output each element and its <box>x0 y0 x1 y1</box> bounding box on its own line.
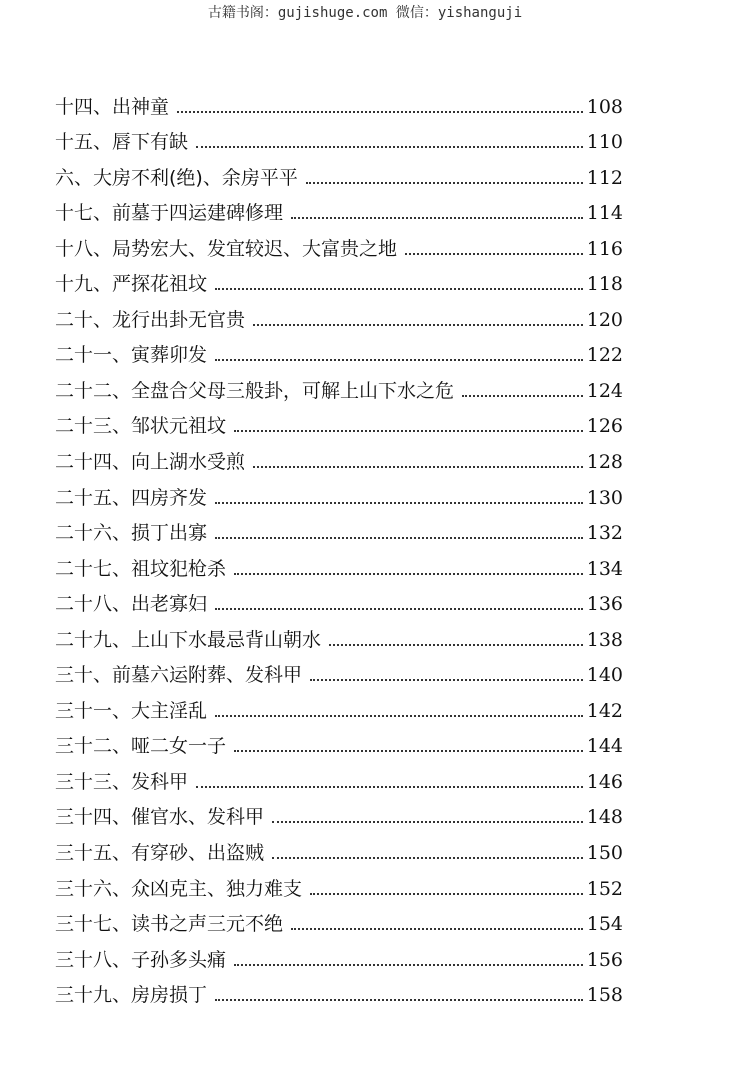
toc-entry-title: 十五、唇下有缺 <box>55 131 189 154</box>
dot-leader <box>291 928 583 930</box>
toc-page-number: 130 <box>586 486 623 509</box>
toc-entry[interactable] <box>55 726 623 762</box>
toc-entry[interactable] <box>55 477 623 513</box>
dot-leader <box>310 679 583 681</box>
dot-leader <box>291 217 583 219</box>
toc-entry-title: 二十一、寅葬卯发 <box>55 344 208 367</box>
toc-entry-title: 三十七、读书之声三元不绝 <box>55 913 284 936</box>
toc-page-number: 132 <box>586 522 623 545</box>
toc-page-number: 108 <box>586 95 623 118</box>
dot-leader <box>306 182 583 184</box>
dot-leader <box>462 395 583 397</box>
dot-leader <box>234 750 583 752</box>
toc-entry[interactable] <box>55 157 623 193</box>
toc-entry[interactable] <box>55 868 623 904</box>
toc-page-number: 116 <box>586 237 623 260</box>
dot-leader <box>234 430 583 432</box>
toc-entry-title: 三十四、催官水、发科甲 <box>55 806 265 829</box>
dot-leader <box>234 964 583 966</box>
dot-leader <box>310 893 583 895</box>
toc-page-number: 112 <box>586 166 623 189</box>
toc-entry-title: 三十八、子孙多头痛 <box>55 948 227 971</box>
toc-entry-title: 二十七、祖坟犯枪杀 <box>55 557 227 580</box>
dot-leader <box>215 359 583 361</box>
toc-page-number: 114 <box>586 202 623 225</box>
toc-entry[interactable] <box>55 264 623 300</box>
dot-leader <box>215 288 583 290</box>
dot-leader <box>215 999 583 1001</box>
dot-leader <box>329 644 583 646</box>
toc-entry[interactable] <box>55 406 623 442</box>
toc-page-number: 152 <box>586 877 623 900</box>
dot-leader <box>272 857 583 859</box>
toc-entry-title: 三十六、众凶克主、独力难支 <box>55 877 303 900</box>
toc-entry-title: 三十三、发科甲 <box>55 770 189 793</box>
dot-leader <box>405 253 583 255</box>
toc-entry-title: 三十一、大主淫乱 <box>55 699 208 722</box>
toc-entry[interactable] <box>55 228 623 264</box>
toc-page-number: 148 <box>586 806 623 829</box>
toc-entry-title: 二十五、四房齐发 <box>55 486 208 509</box>
dot-leader <box>215 608 583 610</box>
dot-leader <box>253 466 583 468</box>
toc-page-number: 156 <box>586 948 623 971</box>
toc-entry-title: 二十九、上山下水最忌背山朝水 <box>55 628 322 651</box>
toc-page-number: 154 <box>586 913 623 936</box>
toc-entry[interactable] <box>55 370 623 406</box>
toc-page-number: 140 <box>586 664 623 687</box>
toc-entry-title: 三十二、哑二女一子 <box>55 735 227 758</box>
dot-leader <box>234 573 583 575</box>
watermark-text: 古籍书阁：gujishuge.com 微信：yishanguji <box>207 5 523 21</box>
toc-page-number: 146 <box>586 770 623 793</box>
toc-entry[interactable] <box>55 975 623 1011</box>
toc-entry[interactable] <box>55 122 623 158</box>
toc-entry-title: 十四、出神童 <box>55 95 170 118</box>
dot-leader <box>253 324 583 326</box>
dot-leader <box>215 715 583 717</box>
toc-page-number: 136 <box>586 593 623 616</box>
toc-page-number: 128 <box>586 451 623 474</box>
toc-entry-title: 二十六、损丁出寡 <box>55 522 208 545</box>
toc-entry[interactable] <box>55 832 623 868</box>
toc-entry-title: 十七、前墓于四运建碑修理 <box>55 202 284 225</box>
toc-page-number: 110 <box>586 131 623 154</box>
toc-entry[interactable] <box>55 690 623 726</box>
dot-leader <box>215 537 583 539</box>
toc-entry[interactable] <box>55 904 623 940</box>
toc-entry[interactable] <box>55 193 623 229</box>
toc-entry-title: 二十八、出老寡妇 <box>55 593 208 616</box>
toc-page-number: 150 <box>586 842 623 865</box>
toc-entry-title: 三十五、有穿砂、出盗贼 <box>55 842 265 865</box>
table-of-contents <box>55 86 623 1010</box>
dot-leader <box>215 502 583 504</box>
toc-entry-title: 三十、前墓六运附葬、发科甲 <box>55 664 303 687</box>
toc-page-number: 138 <box>586 628 623 651</box>
toc-page-number: 142 <box>586 699 623 722</box>
toc-entry[interactable] <box>55 86 623 122</box>
toc-entry-title: 二十、龙行出卦无官贵 <box>55 308 246 331</box>
toc-entry[interactable] <box>55 619 623 655</box>
toc-entry-title: 二十三、邹状元祖坟 <box>55 415 227 438</box>
toc-entry[interactable] <box>55 797 623 833</box>
toc-page-number: 118 <box>586 273 623 296</box>
dot-leader <box>177 111 583 113</box>
toc-entry[interactable] <box>55 548 623 584</box>
toc-entry-title: 六、大房不利(绝)、余房平平 <box>55 166 298 189</box>
dot-leader <box>272 821 583 823</box>
toc-page-number: 134 <box>586 557 623 580</box>
dot-leader <box>196 146 583 148</box>
toc-page-number: 126 <box>586 415 623 438</box>
toc-entry-title: 三十九、房房损丁 <box>55 984 208 1007</box>
toc-entry[interactable] <box>55 513 623 549</box>
toc-page-number: 158 <box>586 984 623 1007</box>
toc-entry[interactable] <box>55 441 623 477</box>
toc-page-number: 124 <box>586 379 623 402</box>
toc-entry-title: 十八、局势宏大、发宜较迟、大富贵之地 <box>55 237 398 260</box>
toc-entry-title: 二十四、向上湖水受煎 <box>55 451 246 474</box>
toc-entry[interactable] <box>55 584 623 620</box>
toc-page-number: 122 <box>586 344 623 367</box>
toc-entry-title: 二十二、全盘合父母三般卦，可解上山下水之危 <box>55 379 455 402</box>
toc-page-number: 144 <box>586 735 623 758</box>
toc-page-number: 120 <box>586 308 623 331</box>
toc-entry[interactable] <box>55 939 623 975</box>
toc-entry[interactable] <box>55 761 623 797</box>
toc-entry-title: 十九、严探花祖坟 <box>55 273 208 296</box>
toc-entry[interactable] <box>55 335 623 371</box>
toc-entry[interactable] <box>55 655 623 691</box>
dot-leader <box>196 786 583 788</box>
toc-entry[interactable] <box>55 299 623 335</box>
